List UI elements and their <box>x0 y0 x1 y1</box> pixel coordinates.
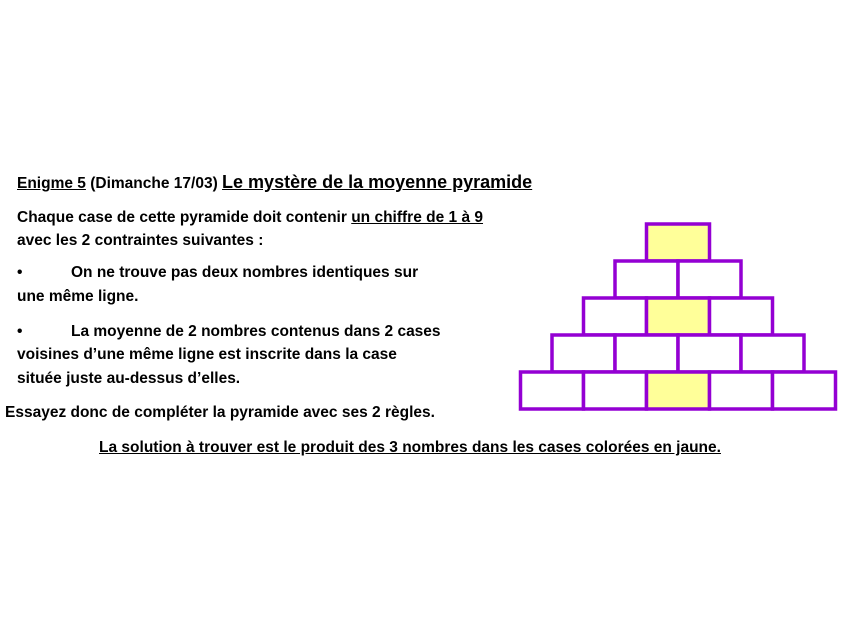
pyramid-cell-yellow <box>647 298 710 335</box>
enigme-label: Enigme 5 <box>17 175 86 192</box>
intro-text: Chaque case de cette pyramide doit contenir <box>17 209 352 226</box>
pyramid-cell-yellow <box>647 224 710 261</box>
solution-text: La solution à trouver est le produit des 3 nombres dans les cases colorées en jaune. <box>99 439 721 456</box>
digit-range: un chiffre de 1 à 9 <box>351 209 484 226</box>
pyramid-cell <box>552 335 615 372</box>
pyramid-cell <box>615 261 678 298</box>
pyramid-cell <box>521 372 584 409</box>
instruction-text: Essayez donc de compléter la pyramide avec ses 2 règles. <box>5 404 435 421</box>
rule-2-text: La moyenne de 2 nombres contenus dans 2 cases <box>71 323 441 340</box>
rule-1-line-2: une même ligne. <box>17 288 139 305</box>
pyramid-cell <box>741 335 804 372</box>
pyramid-cell <box>584 372 647 409</box>
page-title: Le mystère de la moyenne pyramide <box>222 172 533 192</box>
pyramid-cell <box>710 298 773 335</box>
pyramid-cell <box>773 372 836 409</box>
bullet-icon: • <box>17 264 23 281</box>
rule-2-line-3: située juste au-dessus d’elles. <box>17 370 241 387</box>
pyramid-cell <box>710 372 773 409</box>
pyramid-cell <box>678 261 741 298</box>
date-label: (Dimanche 17/03) <box>90 175 218 192</box>
bullet-icon: • <box>17 323 23 340</box>
rule-1-text: On ne trouve pas deux nombres identiques sur <box>71 264 419 281</box>
rule-2-line-2: voisines d’une même ligne est inscrite dans la case <box>17 346 397 363</box>
pyramid-cell-yellow <box>647 372 710 409</box>
pyramid-cell <box>615 335 678 372</box>
intro-line-2: avec les 2 contraintes suivantes : <box>17 232 264 249</box>
pyramid-cell <box>678 335 741 372</box>
pyramid-cell <box>584 298 647 335</box>
